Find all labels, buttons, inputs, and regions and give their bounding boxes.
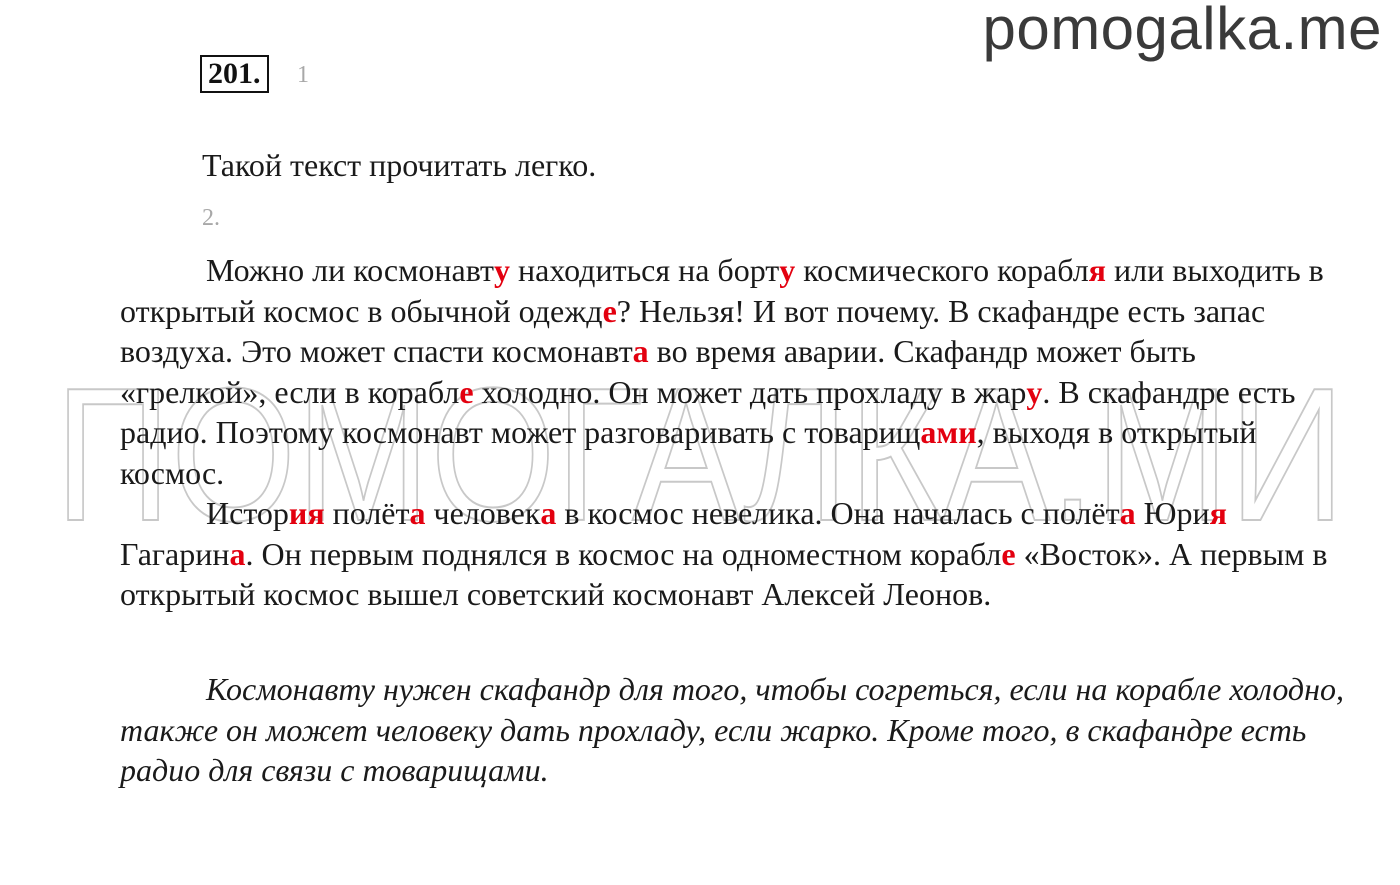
highlighted-ending: я [1209, 495, 1227, 531]
text-run: Истор [206, 495, 289, 531]
text-run: человек [425, 495, 541, 531]
exercise-text [120, 250, 1350, 615]
highlighted-ending: а [409, 495, 426, 531]
watermark-text: ПОМОГАЛКА.МИ [55, 360, 1345, 530]
highlighted-ending: е [1001, 535, 1016, 572]
highlighted-ending: а [229, 535, 246, 572]
text-run: находиться на борт [509, 252, 780, 288]
part-1-label: 1 [297, 62, 309, 88]
text-run: , выходя в открытый космос. [120, 414, 1257, 491]
text-run: . В скафандре есть радио. Поэтому космонавт может разговаривать с товарищ [120, 373, 1296, 450]
text-run: Можно ли космонавт [206, 252, 494, 288]
text-run: или выходить в открытый космос в обычной одежд [120, 252, 1324, 329]
text-run: космического корабл [795, 252, 1089, 288]
exercise-number: 201. [200, 55, 269, 93]
highlighted-ending: ия [288, 495, 325, 531]
text-run: в космос невелика. Она началась с полёт [556, 495, 1120, 531]
highlighted-ending: у [1026, 373, 1043, 410]
site-logo[interactable]: pomogalka.me [982, 0, 1382, 62]
part-2-label: 2. [202, 205, 220, 231]
text-run: холодно. Он может дать прохладу в жар [473, 373, 1027, 410]
text-run: . Он первым поднялся в космос на одноместном корабл [245, 535, 1002, 572]
text-run: «Восток». А первым в открытый космос вышел советский космонавт Алексей Леонов. [120, 535, 1328, 612]
text-run: Гагарин [120, 535, 230, 572]
highlighted-ending: а [632, 333, 649, 369]
highlighted-ending: а [540, 495, 557, 531]
highlighted-ending: е [602, 292, 617, 329]
highlighted-ending: у [779, 252, 796, 288]
paragraph-1 [120, 250, 1350, 493]
part-1-text: Такой текст прочитать легко. [202, 147, 597, 183]
highlighted-ending: а [1119, 495, 1136, 531]
answer-text: Космонавту нужен скафандр для того, чтобы согреться, если на корабле холодно, также он может человеку дать прохладу, если жарко. Кроме того, в скафандре есть радио для связи с товарищами. [120, 671, 1344, 788]
text-run: Юри [1135, 495, 1210, 531]
highlighted-ending: у [493, 252, 510, 288]
highlighted-ending: ами [920, 414, 977, 450]
text-run: ? Нельзя! И вот почему. В скафандре есть запас воздуха. Это может спасти космонавт [120, 292, 1266, 369]
highlighted-ending: е [459, 373, 474, 410]
text-run: во время аварии. Скафандр может быть «грелкой», если в корабл [120, 333, 1196, 410]
text-run: полёт [324, 495, 410, 531]
highlighted-ending: я [1088, 252, 1106, 288]
paragraph-2 [120, 493, 1350, 615]
